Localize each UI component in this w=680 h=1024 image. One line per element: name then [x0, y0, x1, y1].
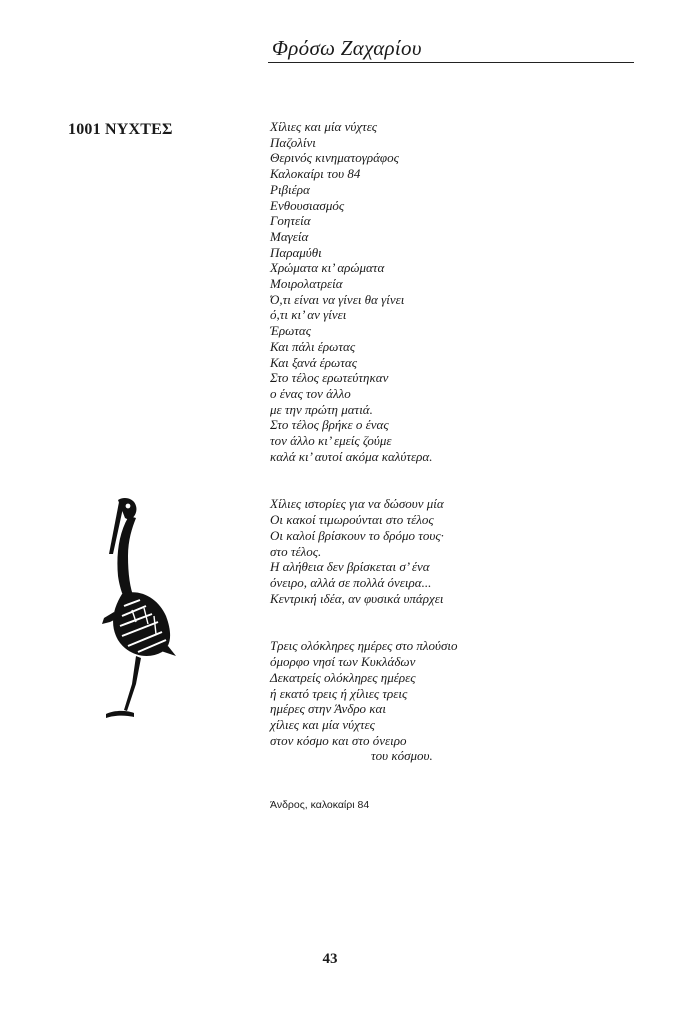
poem-line: καλά κι’ αυτοί ακόμα καλύτερα.	[270, 448, 433, 464]
poem-line: Οι κακοί τιμωρούνται στο τέλος	[270, 512, 434, 528]
poem-line: Έρωτας	[270, 323, 311, 339]
stanza-1	[270, 119, 570, 464]
poem-line: Καλοκαίρι του 84	[270, 166, 361, 182]
poem-line: Στο τέλος βρήκε ο ένας	[270, 417, 389, 433]
place-date-signature: Άνδρος, καλοκαίρι 84	[270, 799, 370, 811]
poem-line: τον άλλο κι’ εμείς ζούμε	[270, 433, 392, 449]
poem-line: Ριβιέρα	[270, 181, 310, 197]
poem-line: Ό,τι είναι να γίνει θα γίνει	[270, 291, 405, 307]
poem-line: Μαγεία	[270, 228, 309, 244]
heron-icon	[96, 494, 182, 722]
poem-line: στον κόσμο και στο όνειρο	[270, 732, 407, 748]
poem-line: χίλιες και μία νύχτες	[270, 716, 375, 732]
poem-line: ή εκατό τρεις ή χίλιες τρεις	[270, 685, 408, 701]
poem-line: Χίλιες και μία νύχτες	[270, 119, 378, 134]
poem-line: Και ξανά έρωτας	[270, 354, 357, 370]
poem-line: στο τέλος.	[270, 543, 322, 559]
poem-line: Παζολίνι	[270, 134, 316, 150]
poem-line: Γοητεία	[270, 213, 311, 229]
poem-line: Κεντρική ιδέα, αν φυσικά υπάρχει	[270, 590, 444, 606]
poem-line: με την πρώτη ματιά.	[270, 401, 373, 417]
stanza-2	[270, 496, 570, 606]
poem-line: Δεκατρείς ολόκληρες ημέρες	[270, 669, 416, 685]
poem-line: Ενθουσιασμός	[270, 197, 345, 213]
author-header: Φρόσω Ζαχαρίου	[272, 36, 422, 60]
poem-line: Χίλιες ιστορίες για να δώσουν μία	[270, 496, 444, 512]
poem-line: του κόσμου.	[371, 748, 433, 764]
poem-line: Μοιρολατρεία	[270, 276, 343, 292]
page-number: 43	[322, 951, 338, 967]
poem-line: Τρεις ολόκληρες ημέρες στο πλούσιο	[270, 638, 458, 654]
header-rule	[268, 62, 634, 63]
stanza-3	[270, 638, 570, 764]
poem-line: Η αλήθεια δεν βρίσκεται σ’ ένα	[270, 559, 430, 575]
poem-line: όνειρο, αλλά σε πολλά όνειρα...	[270, 574, 432, 590]
poem-line: όμορφο νησί των Κυκλάδων	[270, 654, 416, 670]
poem-title: 1001 ΝΥΧΤΕΣ	[68, 121, 173, 138]
poem-line: Παραμύθι	[270, 244, 322, 260]
poem-line: Χρώματα κι’ αρώματα	[270, 260, 385, 276]
poem-line: Και πάλι έρωτας	[270, 338, 356, 354]
poem-line: Στο τέλος ερωτεύτηκαν	[270, 370, 389, 386]
poem-body	[270, 119, 570, 796]
poem-line: ό,τι κι’ αν γίνει	[270, 307, 347, 323]
poem-line: ημέρες στην Άνδρο και	[270, 701, 386, 717]
poem-line: Θερινός κινηματογράφος	[270, 150, 399, 166]
poem-line: Οι καλοί βρίσκουν το δρόμο τους·	[270, 527, 444, 543]
poem-line: ο ένας τον άλλο	[270, 385, 351, 401]
